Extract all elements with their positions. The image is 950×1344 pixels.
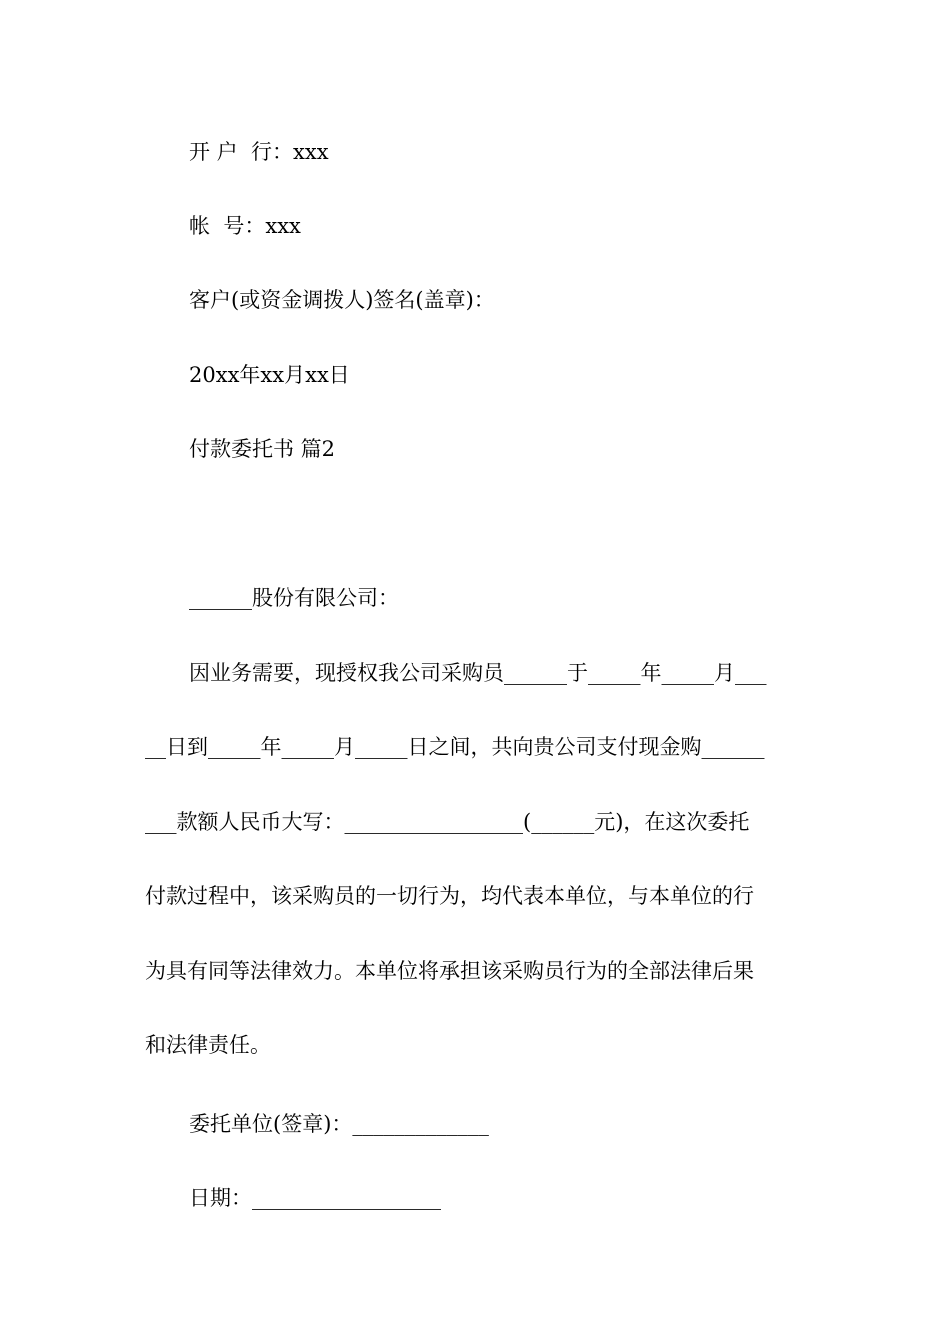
body-line-4: 付款过程中，该采购员的一切行为，均代表本单位，与本单位的行 bbox=[145, 884, 754, 908]
body-line-3: ___款额人民币大写：_________________(______元)，在这次委托 bbox=[145, 810, 750, 834]
addressee-line: ______股份有限公司： bbox=[189, 586, 399, 610]
section-title: 付款委托书 篇2 bbox=[189, 437, 336, 461]
body-line-1: 因业务需要，现授权我公司采购员______于_____年_____月___ bbox=[189, 661, 767, 685]
sign-unit-line: 委托单位(签章)：_____________ bbox=[189, 1112, 489, 1136]
bank-line: 开 户 行：xxx bbox=[189, 140, 329, 164]
date-line: 20xx年xx月xx日 bbox=[189, 363, 350, 387]
sign-date-line: 日期：__________________ bbox=[189, 1186, 441, 1210]
account-line: 帐 号：xxx bbox=[189, 214, 301, 238]
body-line-6: 和法律责任。 bbox=[145, 1033, 271, 1057]
body-line-5: 为具有同等法律效力。本单位将承担该采购员行为的全部法律后果 bbox=[145, 959, 754, 983]
signature-line: 客户(或资金调拨人)签名(盖章)： bbox=[189, 288, 495, 312]
body-line-2: __日到_____年_____月_____日之间，共向贵公司支付现金购______ bbox=[145, 735, 765, 759]
